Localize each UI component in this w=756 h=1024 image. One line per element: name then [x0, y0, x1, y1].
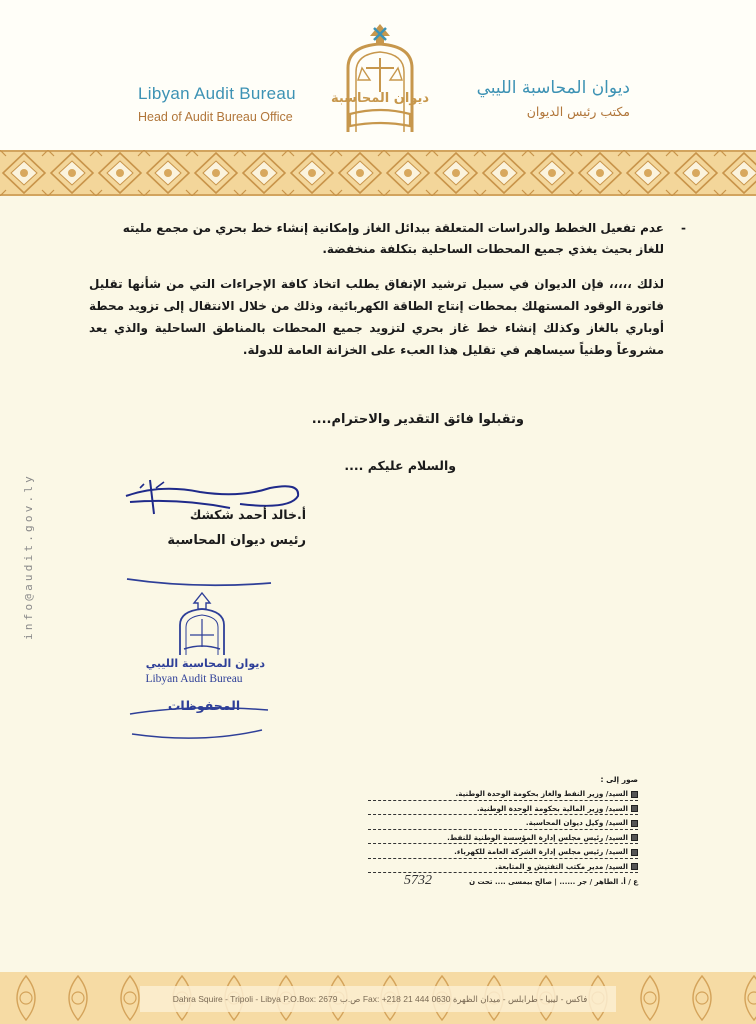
cc-reference-line: ع / أ. الطاهر / جر ...... | صالح بيمسى .... تحت ن — [469, 878, 638, 886]
logo-caption: ديوان المحاسبة — [330, 91, 430, 106]
stamp-arabic-text: ديوان المحاسبة الليبي — [145, 657, 265, 670]
cc-item: السيد/ وزير النفط والغاز بحكومة الوحدة الوطنية. — [368, 787, 638, 802]
archive-swash — [122, 700, 272, 744]
checkbox-icon — [631, 849, 638, 856]
main-paragraph — [89, 273, 664, 361]
audit-bureau-logo — [330, 22, 430, 134]
checkbox-icon — [631, 863, 638, 870]
letterhead-english — [138, 84, 328, 124]
archive-stamp: المحفوظات — [167, 698, 241, 713]
contact-email: info@audit.gov.ly — [22, 473, 35, 640]
checkbox-icon — [631, 791, 638, 798]
english-org-name: Libyan Audit Bureau — [138, 84, 296, 103]
paragraph-lead: لذلك ،،،،، — [608, 277, 664, 291]
bullet-dash: - — [681, 221, 686, 235]
checkbox-icon — [631, 820, 638, 827]
stamp-english-text: Libyan Audit Bureau — [145, 673, 243, 685]
letterhead — [0, 0, 756, 150]
handwritten-reference-number: 5732 — [404, 873, 432, 888]
top-ornament-band — [0, 150, 756, 196]
arabic-org-name: ديوان المحاسبة الليبي — [476, 78, 630, 98]
closing-phrase: وتقبلوا فائق التقدير والاحترام.... — [311, 412, 524, 427]
cc-item: السيد/ وزير المالية بحكومة الوحدة الوطنية. — [368, 802, 638, 817]
cc-item: السيد/ مدير مكتب التفتيش و المتابعة. — [368, 860, 638, 875]
checkbox-icon — [631, 805, 638, 812]
salutation: والسلام عليكم .... — [344, 458, 456, 473]
footer-address: Dahra Squire - Tripoli - Libya P.O.Box: 2679 ص.ب Fax: +218 21 444 0630 فاكس - ليبيا - طرابلس - ميدان الظهرة — [172, 994, 588, 1004]
bullet-text: عدم تفعيل الخطط والدراسات المتعلقة ببدائل الغاز وإمكانية إنشاء خط بحري من مجمع مليته للغاز بحيث يغذي جميع المحطات الساحلية بتكلفة منخفضة. — [122, 221, 664, 256]
signatory-name: أ.خالد أحمد شكشك — [189, 507, 306, 522]
cc-item: السيد/ وكيل ديوان المحاسبة. — [368, 816, 638, 831]
bullet-point — [104, 218, 686, 260]
english-office-name: Head of Audit Bureau Office — [138, 110, 293, 124]
arabic-office-name: مكتب رئيس الديوان — [526, 104, 630, 119]
cc-item: السيد/ رئيس مجلس إدارة الشركة العامة للكهرباء. — [368, 845, 638, 860]
checkbox-icon — [631, 834, 638, 841]
paragraph-text: فإن الديوان في سبيل ترشيد الإنفاق يطلب اتخاذ كافة الإجراءات التي من شأنها تقليل فاتورة الوقود المستهلك بمحطات إنتاج الطاقة الكهربائية، وذلك من خلال الانتقال إلى تزويد محطة أوباري بالغاز وكذلك إنشاء خط غاز بحري لتزويد جميع المحطات بالمناطق الساحلية والذي يعد مشروعاً وطنياً سيساهم في تقليل هذا العبء على الخزانة العامة للدولة. — [89, 277, 664, 357]
letterhead-arabic — [430, 78, 630, 119]
cc-item: السيد/ رئيس مجلس إدارة المؤسسة الوطنية للنفط. — [368, 831, 638, 846]
cc-header: صور إلى : — [600, 775, 638, 784]
signatory-title: رئيس ديوان المحاسبة — [167, 533, 306, 548]
